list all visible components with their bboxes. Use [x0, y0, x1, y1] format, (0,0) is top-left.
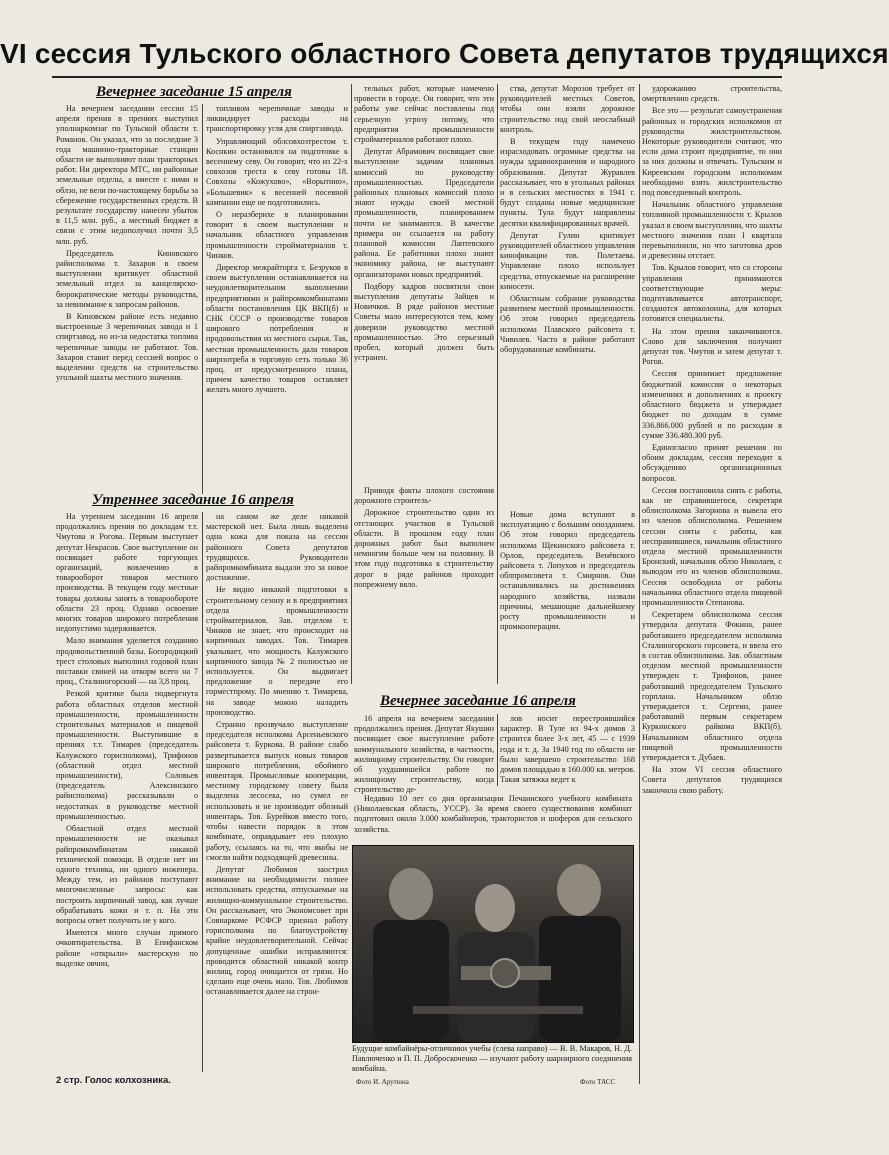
article-paragraph: Тов. Крылов говорит, что со стороны управления принимаются соответствующие меры: подготавливается автотранспорт, создаются автоколонны, для которых готовятся специалисты.: [642, 263, 782, 324]
column-4-mid: [500, 510, 635, 686]
article-paragraph: О неразберихе в планировании говорит в своем выступлении и начальник областного управления промышленности стройматериалов т. Чинков.: [206, 210, 348, 260]
article-paragraph: Все это — результат самоустранения районных и городских исполкомов от руководства жилстроительством. Некоторые руководители считают, что если дома строит предприятие, то они за них должны и отвечать. Тульским и Киреевским городским исполкомам необходимо взять жилстроительство под повседневный контроль.: [642, 106, 782, 198]
article-paragraph: Мало внимания уделяется созданию продовольственной базы. Богородицкий трест столовых выполнил годовой план поставки свиней на откорм всего на 7 проц., Сталиногорский — на 3,8 проц.: [56, 636, 198, 687]
article-paragraph: Депутат Любимов заострил внимание на необходимости полнее использовать средства, отпускаемые на жилищно-коммунальное строительство. Он рассказывает, что Экономсовет при Совнаркоме РСФСР признал работу горисполкома по благоустройству крайне неудовлетворительной. Сейчас допущенные ошибки исправляются: проводится областной никакой контр жилищ, город очищается от грязи. Но сделано еще очень мало. Тов. Любимов останавливается далее на строи-: [206, 864, 348, 997]
article-paragraph: Управляющий облсовхозтрестом т. Коснкин остановился на подготовке к весеннему севу. Он говорит, что из 22-х совхозов треста к севу готовы 18. Совхозы «Кожухово», «Ворытино», «Большевик» к весенней посевной кампании еще не подготовились.: [206, 136, 348, 207]
article-paragraph: Сессия принимает предложение бюджетной комиссии о некоторых изменениях и дополнениях к проекту областного бюджета и утверждает бюджет по доходам в сумме 336.866.000 рублей и по расходам в сумме 336.480.300 руб.: [642, 369, 782, 440]
article-paragraph: Областной отдел местной промышленности не оказывал райпромкомбинатам никакой технической помощи. В отделе нет ни одного техника, ни одного инженера. Между тем, из районов поступают многочисленные запросы: как построить кирпичный завод, как лучше обрабатывать кожи и т. п. На эти вопросы ответ получить не у кого.: [56, 824, 198, 925]
article-paragraph: Не видно никакой подготовки к строительному сезону и в предприятиях отдела промышленности стройматериалов. Зав. отделом т. Чинков не знает, что происходит на кирпичных заводах. Тов. Тимарев указывает, что мощность Калужского кирпичного завода № 2 полностью не используется. Он выдвигает предложение о передаче его горместпрому. По мнению т. Тимарева, на заводе можно наладить производство.: [206, 585, 348, 717]
section-title-evening-15: Вечернее заседание 15 апреля: [96, 84, 292, 100]
article-paragraph: Приводя факты плохого состояния дорожного строитель-: [354, 486, 494, 506]
article-paragraph: Сессия постановила снять с работы, как не справившегося, секретаря облисполкома Загорнова и вывела его из членов облисполкома. Решением сессии сняты с работы, как несправившиеся, начальник областного отдела местной промышленности Бронский, начальник облзо Николаев, с выводом его из членов облисполкома. Сессия освободила от работы начальника областного отдела пищевой промышленности Степанова.: [642, 485, 782, 607]
article-paragraph: В Киновском районе есть недавно выстроенные 3 черепичных завода и 1 спиртзавод, но из-за недостатка топлива черепичные заводы не работают. Тов. Захаров ставит перед сессией вопрос о выделении средств на строительство угольной шахты местного значения.: [56, 312, 198, 383]
section-title-evening-16: Вечернее заседание 16 апреля: [380, 693, 576, 709]
article-paragraph: На утреннем заседании 16 апреля продолжались прения по докладам т.т. Чмутова и Рогова. Первым выступает депутат Некрасов. Свое выступление он посвящает работе торгующих организаций, вовлечению в товарооборот товаров местного производства. В текущем году местные товары должны занять в товарообороте области 23 проц. Однако освоение многих товаров широкого потребления недопустимо задерживается.: [56, 512, 198, 634]
article-paragraph: На вечернем заседании сессии 15 апреля прения в прениях выступил уполнаркомзаг по Тульской области т. Романов. Он указал, что за последние 3 года машинно-тракторные станции области не выполняют план тракторных работ. Ни директора МТС, ни районные земельные отделы, а вместе с ними и облзо, не вели по-настоящему борьбы за сбережение государственных средств. В результате государству нанесен убыток в 11,5 млн. руб., а местный бюджет в связи с этим недополучил почти 3,5 млн. руб.: [56, 104, 198, 246]
article-paragraph: Дорожное строительство один из отстающих участков в Тульской области. В прошлом году план дорожных работ был выполнен немногим больше чем на половину. В этом году подготовка к строительству дорог в ряде районов проходит попрежнему вяло.: [354, 508, 494, 589]
article-paragraph: Председатель Киновского райисполкома т. Захаров в своем выступлении критикует областной земельный отдел за канцелярско-бюрократические методы руководства, за невнимание к запросам районов.: [56, 248, 198, 309]
article-paragraph: удорожанию строительства, омертвлению средств.: [642, 84, 782, 104]
article-paragraph: Единогласно принят решения по обоим докладам, сессия переходит к обсуждению организационных вопросов.: [642, 442, 782, 483]
article-paragraph: на самом же деле никакой мастерской нет. Была лишь выделена одна кожа для показа на сессии районного Совета депутатов трудящихся. Руководители райпромкомбината выдали это за новое достижение.: [206, 512, 348, 583]
article-paragraph: Недавно 10 лет со дня организации Печаинского учебного комбината (Николаевская область, УССР). За время своего существования комбинат подготовил около 3.000 комбайнеров, трактористов и шоферов для сельского хозяйства.: [354, 794, 632, 834]
column-3-mid: [354, 486, 494, 686]
column-2-mid: [206, 512, 348, 1087]
photo-credit-left: Фото И. Арутюна: [356, 1078, 409, 1086]
column-4-bottom: [500, 714, 635, 786]
column-divider: [202, 512, 203, 1072]
photo-intro-text: [354, 794, 632, 842]
article-paragraph: Директор межрайторга т. Безруков в своем выступлении останавливается на неудовлетворительном выполнении предприятиями и райпромкомбинатами области постановления ЦК ВКП(б) и СНК СССР о производстве товаров широкого потребления и продовольствия из местного сырья. Так, местная промышленность дала товаров ширпотреба в торговую сеть только 36 проц. от предусмотренного плана, причем качество товаров оставляет желать много лучшего.: [206, 263, 348, 395]
article-paragraph: Депутат Гулин критикует руководителей областного управления кинофикации тов. Полетаева. Управление плохо использует средства, отпускаемые на расширение киносети.: [500, 230, 635, 291]
article-paragraph: тельных работ, которые намечено провести в городе. Он говорит, что эти работы уже сейчас поставлены под серьезную угрозу потому, что предприятия промышленности стройматериалов работают плохо.: [354, 84, 494, 145]
article-paragraph: лов носит перестроившийся характер. В Туле из 94-х домов 3 строится более 3-х лет, 45 — с 1939 года и т. д. За 1940 год по области не было завершено строительство 168 домов площадью в 160.000 кв. метров. Такая затяжка ведет к: [500, 714, 635, 785]
photo-caption: Будущие комбайнёры-отличники учебы (слева направо) — В. В. Макаров, Н. Д. Павлюченко и П. П. Доброскоченко — изучают работу шарнирного соединения комбайна.: [352, 1044, 632, 1073]
column-1-top: [56, 104, 198, 496]
column-divider: [497, 84, 498, 684]
article-paragraph: Подбору кадров посвятили свои выступления депутаты Зайцев и Новичков. В ряде районов местные Советы мало интересуются тем, кому доверили руководство местной промышленностью. Это серьезный пробел, который должен быть устранен.: [354, 281, 494, 363]
article-paragraph: На этом VI сессия областного Совета депутатов трудящихся закончила свою работу.: [642, 765, 782, 795]
column-5: [642, 84, 782, 1086]
column-1-mid: [56, 512, 198, 1072]
column-divider: [351, 84, 352, 684]
article-paragraph: Секретарем облисполкома сессия утвердила депутата Фокина, ранее работавшего председателем исполкома Сталиногорского горсовета, и ввела его в состав облисполкома. Зав. областным отделом местной промышленности утвержден т. Трифонов, ранее работавший председателем Тульского горплана. Начальником облзо утверждается т. Сергеин, ранее работавший первым секретарем Куркинского райкома ВКП(б). Начальником областного отдела пищевой промышленности утверждается т. Дубаев.: [642, 610, 782, 762]
column-divider: [497, 714, 498, 786]
article-paragraph: 16 апреля на вечернем заседании продолжались прения. Депутат Якушин посвящает свое выступление работе коммунального хозяйства, в частности, жилищному строительству. Он говорит об ухудшившейся работе по жилищному строительству, когда строительство де-: [354, 714, 494, 795]
article-paragraph: Новые дома вступают в эксплуатацию с большим опозданием. Об этом говорил председатель исполкома Щекинского райсовета т. Орлов, председатель Венёвского райсовета т. Лопухов и председатель облпромсовета т. Смирнов. Они останавливались на достижениях народного хозяйства, назвали причины, мешающие дальнейшему росту промышленности и промкооперации.: [500, 510, 635, 632]
article-paragraph: ства, депутат Морозов требует от руководителей местных Советов, чтобы они взяли дорожное строительство под свой неослабный контроль.: [500, 84, 635, 134]
section-title-morning-16: Утреннее заседание 16 апреля: [92, 492, 294, 508]
column-3-bottom: [354, 714, 494, 795]
column-divider: [639, 84, 640, 1084]
news-photo: [352, 845, 634, 1043]
photo-credit-right: Фото ТАСС: [580, 1078, 616, 1086]
article-paragraph: Депутат Абрамович посвящает свое выступление задачам плановых комиссий по руководству промышленностью. Председатели районных плановых комиссий плохо знают нужды своей местной промышленности, планированием почти не занимаются. В качестве примера он ссылается на работу плановой комиссии Лаптевского района. Ее работники плохо знают экономику района, не выступают организаторами новых предприятий.: [354, 147, 494, 279]
article-paragraph: На этом прения заканчиваются. Слово для заключения получают депутат тов. Чмутов и затем депутат т. Рогов.: [642, 326, 782, 367]
article-paragraph: В текущем году намечено израсходовать огромные средства на нужды здравоохранения и народного образования. Депутат Журавлев рассказывает, что в угольных районах и в сельских местностях в 1941 г. будут созданы новые медицинские пункты. Тула будут направлены десятки квалифицированных врачей.: [500, 137, 635, 228]
article-paragraph: топливом черепичные заводы и ликвидирует расходы на транспортировку угля для спиртзавода.: [206, 104, 348, 134]
article-paragraph: Областным собрание руководства развитием местной промышленности. Об этом говорил председатель исполкома Плавского райсовета т. Чивилев. Часто в районе работают оборудованные комбинаты.: [500, 294, 635, 355]
page-footer: 2 стр. Голос колхозника.: [56, 1075, 171, 1086]
headline-rule: [52, 76, 782, 78]
page-headline: VI сессия Тульского областного Совета депутатов трудящихся: [0, 38, 889, 69]
article-paragraph: Резкой критике была подвергнута работа областных отделов местной промышленности, промышленности строительных материалов и пищевой промышленности. Выступившие в прениях т.т. Тимарев (председатель Калужского горисполкома), Трифонов (областной отдел местной промышленности), Соловьев (председатель Алексинского райисполкома) рассказывали о недостатках в руководстве местной промышленностью.: [56, 689, 198, 821]
column-divider: [202, 104, 203, 494]
column-2-top: [206, 104, 348, 496]
article-paragraph: Начальник областного управления топливной промышленности т. Крылов указал в своем выступлении, что шахты местного значения план I квартала перевыполнили, но что заготовка дров и древесины отстает.: [642, 200, 782, 261]
article-paragraph: Имеются много случаи прямого очковтирательства. В Епифанском районе «открыли» мастерскую по выделке овчин,: [56, 928, 198, 968]
article-paragraph: Странно прозвучало выступление председателя исполкома Арсеньевского райсовета т. Буркова. В районе слабо развертывается выпуск новых товаров широкого потребления, обоймого инвентаря. Промысловые кооперации, местному городскому совету была выделена лесосека, но сумел ее использовать и не производит обозный инвентарь. Тов. Бурейков вместо того, чтобы навести порядок в этом комбинате, оправдывает его плохую работу, ссылаясь на то, что якобы не смогли найти подходящей древесины.: [206, 720, 348, 862]
